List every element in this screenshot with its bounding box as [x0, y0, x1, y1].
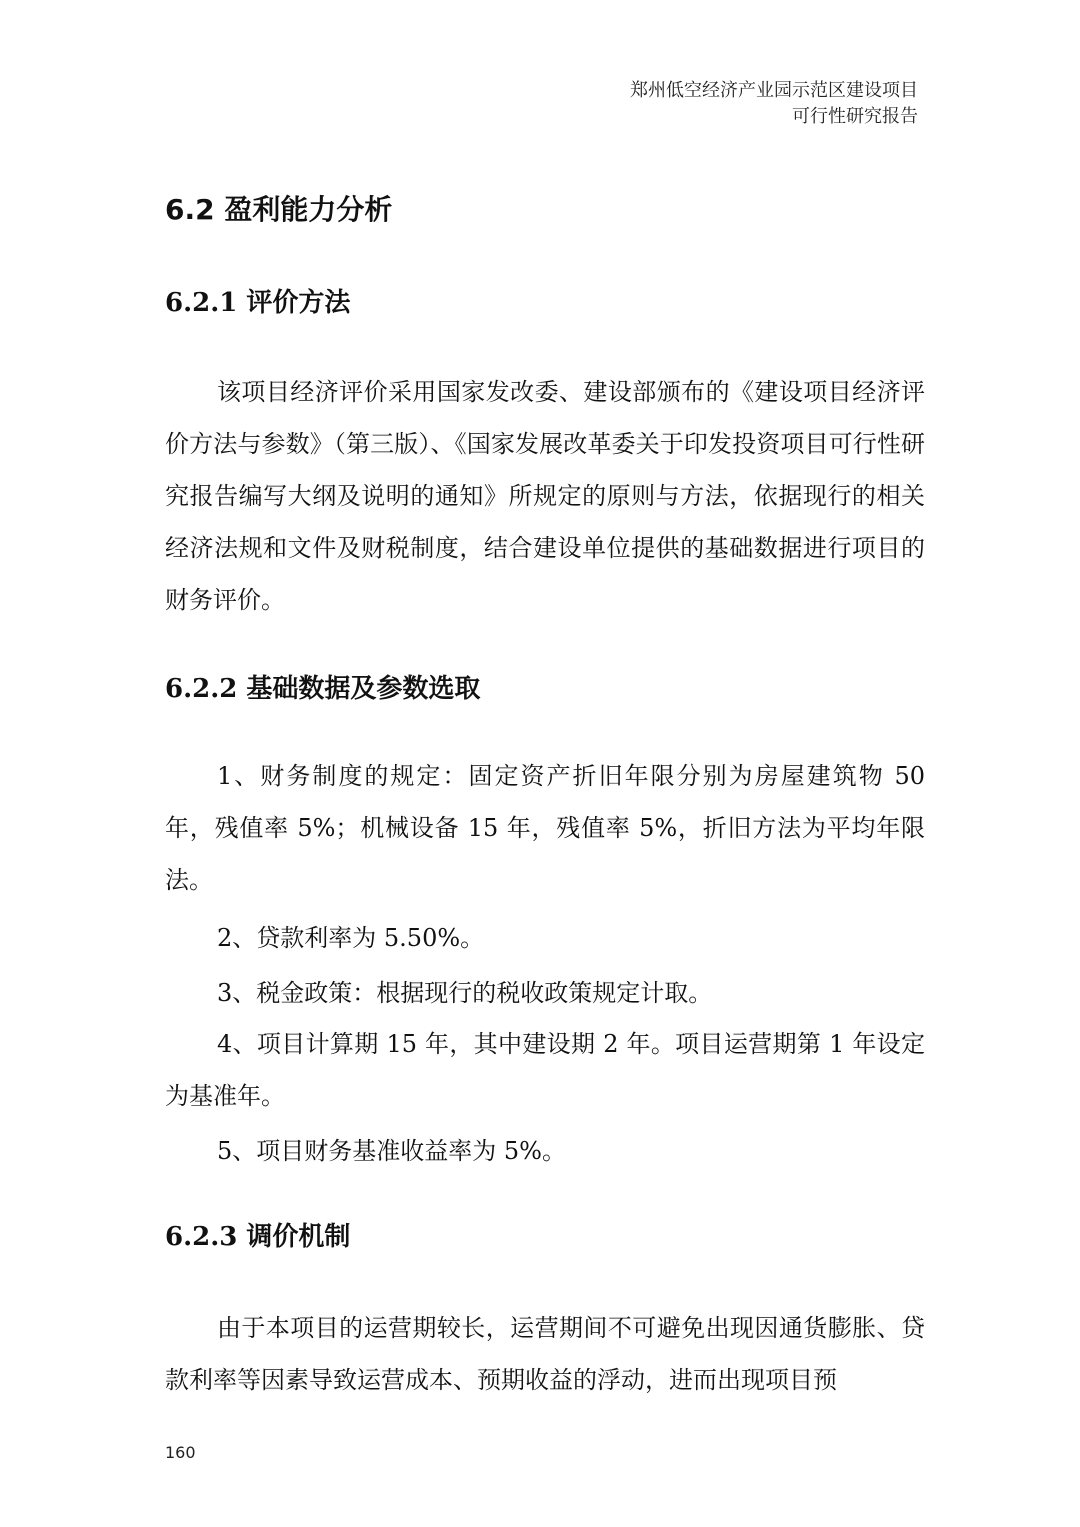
subsection-heading-evaluation-method: 6.2.1 评价方法: [165, 288, 351, 318]
list-item: 1、财务制度的规定：固定资产折旧年限分别为房屋建筑物 50 年，残值率 5%；机械设备 15 年，残值率 5%，折旧方法为平均年限法。: [165, 762, 925, 894]
subsection-heading-price-adjustment: 6.2.3 调价机制: [165, 1222, 351, 1252]
header-report-type: 可行性研究报告: [792, 106, 918, 127]
price-adjustment-paragraph: 由于本项目的运营期较长，运营期间不可避免出现因通货膨胀、贷款利率等因素导致运营成本、预期收益的浮动，进而出现项目预: [165, 1314, 925, 1394]
page-number: 160: [165, 1443, 196, 1462]
list-item: 5、项目财务基准收益率为 5%。: [217, 1137, 566, 1165]
list-item: 2、贷款利率为 5.50%。: [217, 924, 485, 952]
section-heading: 6.2 盈利能力分析: [165, 193, 393, 226]
header-project-title: 郑州低空经济产业园示范区建设项目: [630, 80, 918, 101]
list-item: 4、项目计算期 15 年，其中建设期 2 年。项目运营期第 1 年设定为基准年。: [165, 1030, 925, 1110]
list-item: 3、税金政策：根据现行的税收政策规定计取。: [217, 979, 713, 1007]
evaluation-method-paragraph: 该项目经济评价采用国家发改委、建设部颁布的《建设项目经济评价方法与参数》（第三版）、《国家发展改革委关于印发投资项目可行性研究报告编写大纲及说明的通知》所规定的原则与方法，依据现行的相关经济法规和文件及财税制度，结合建设单位提供的基础数据进行项目的财务评价。: [165, 378, 925, 614]
subsection-heading-basic-data: 6.2.2 基础数据及参数选取: [165, 674, 481, 704]
running-header: [630, 78, 918, 130]
